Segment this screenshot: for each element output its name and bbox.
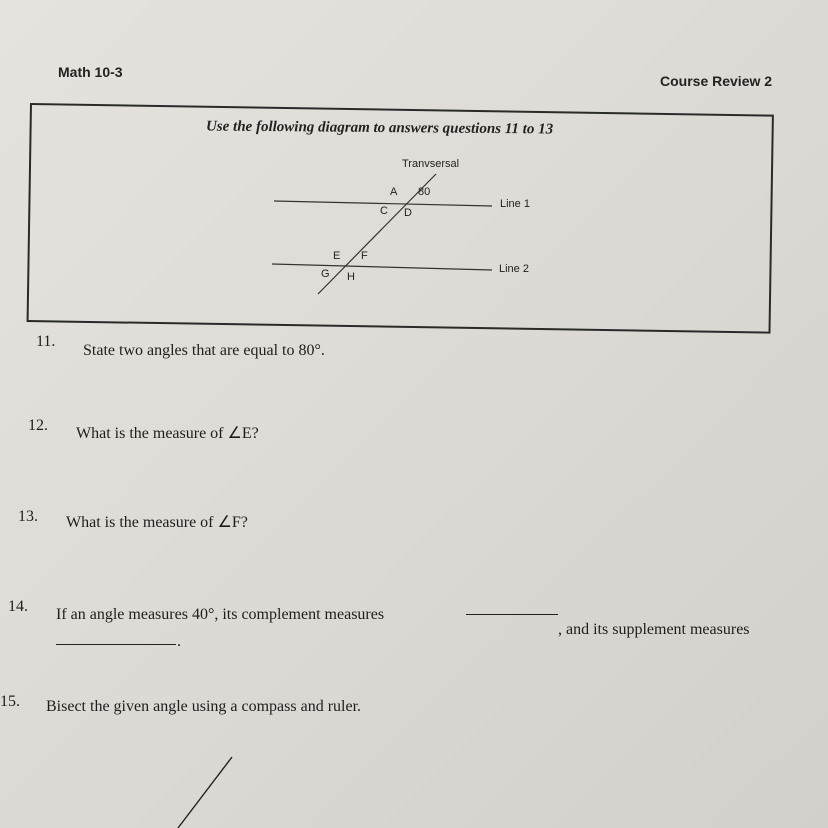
angle-label-80: 80 xyxy=(418,186,431,198)
diagram-instruction: Use the following diagram to answers questions 11 to 13 xyxy=(205,118,554,138)
course-code: Math 10-3 xyxy=(58,64,123,80)
question-14-text-a: If an angle measures 40°, its complement measures xyxy=(56,606,385,623)
angle-label-c: C xyxy=(380,205,388,217)
line-1-label: Line 1 xyxy=(500,198,530,210)
angle-label-e: E xyxy=(333,250,341,262)
question-14-text-b: , and its supplement measures xyxy=(558,621,750,638)
question-15-number: 15. xyxy=(0,693,20,710)
supplement-answer-blank[interactable] xyxy=(56,644,176,645)
question-13-text: What is the measure of ∠F? xyxy=(66,514,248,531)
question-11-number: 11. xyxy=(36,333,56,350)
question-14-text-c: . xyxy=(177,633,181,650)
angle-label-a: A xyxy=(390,186,398,198)
angle-label-g: G xyxy=(321,268,330,280)
question-15-text: Bisect the given angle using a compass and ruler. xyxy=(46,698,362,715)
question-11-text: State two angles that are equal to 80°. xyxy=(83,342,325,359)
page-title: Course Review 2 xyxy=(660,73,773,89)
question-13-number: 13. xyxy=(18,508,38,525)
question-12-number: 12. xyxy=(28,417,48,434)
line-2-label: Line 2 xyxy=(499,263,529,275)
angle-label-d: D xyxy=(404,207,412,219)
angle-bisect-ray xyxy=(178,757,232,828)
question-12-text: What is the measure of ∠E? xyxy=(76,425,259,442)
question-14-number: 14. xyxy=(8,598,28,615)
angle-label-h: H xyxy=(347,271,355,283)
angle-label-f: F xyxy=(361,250,368,262)
line-2 xyxy=(272,264,492,270)
complement-answer-blank[interactable] xyxy=(466,614,558,615)
transversal-label: Tranvsersal xyxy=(402,158,460,170)
